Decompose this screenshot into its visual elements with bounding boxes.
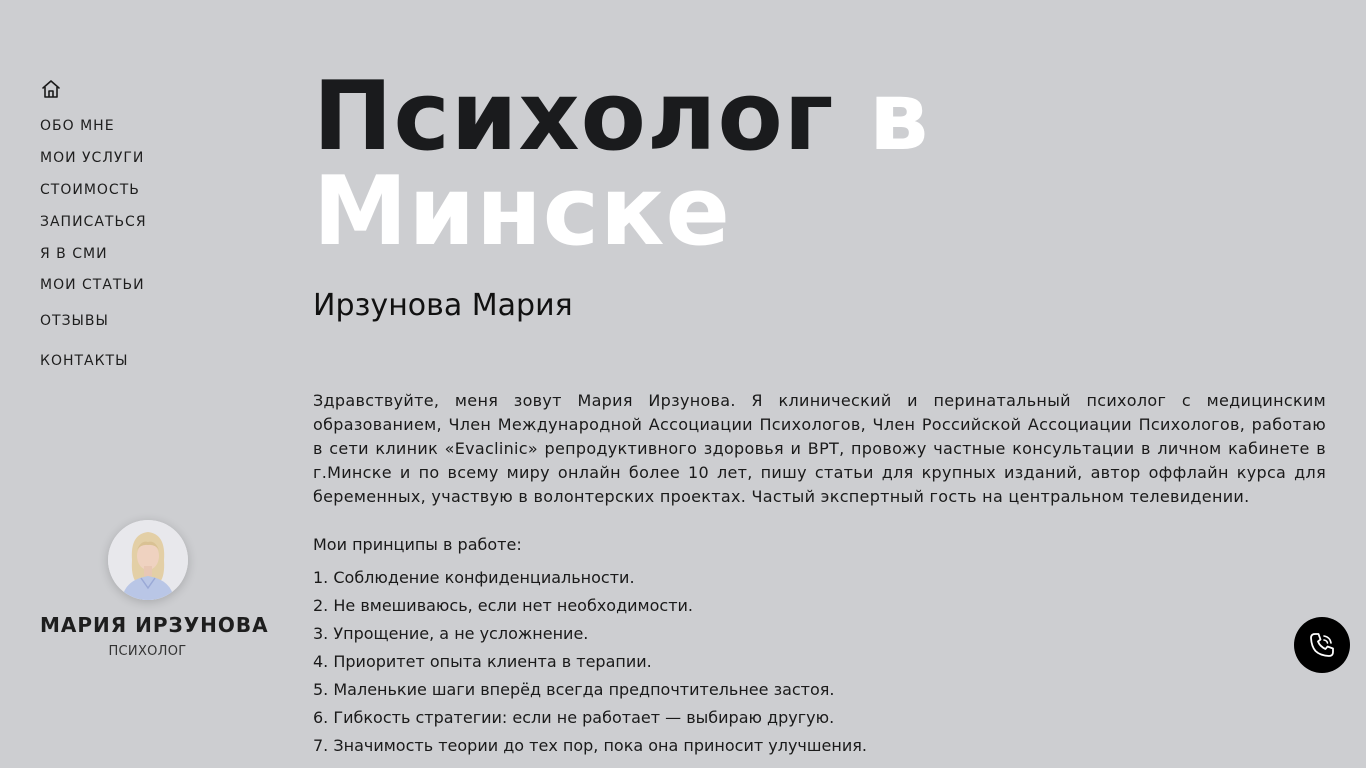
hero-title [313, 62, 1326, 267]
nav-item-pricing[interactable]: СТОИМОСТЬ [40, 182, 140, 198]
principle-item: 1. Соблюдение конфиденциальности. [313, 568, 635, 587]
sidebar-nav [40, 78, 270, 369]
nav-item-reviews[interactable]: ОТЗЫВЫ [40, 313, 109, 329]
hero-title-dark: Психолог [313, 62, 835, 172]
principle-item: 3. Упрощение, а не усложнение. [313, 624, 589, 643]
avatar [108, 520, 188, 600]
phone-icon [1308, 631, 1336, 659]
principles-list [313, 564, 1326, 760]
principle-item: 5. Маленькие шаги вперёд всегда предпочтительнее застоя. [313, 680, 835, 699]
nav-item-media[interactable]: Я В СМИ [40, 246, 108, 262]
avatar-portrait [108, 520, 188, 600]
nav-item-about[interactable]: ОБО МНЕ [40, 118, 115, 134]
principles-heading: Мои принципы в работе: [313, 535, 522, 554]
nav-item-booking[interactable]: ЗАПИСАТЬСЯ [40, 214, 147, 230]
principle-item: 6. Гибкость стратегии: если не работает — выбираю другую. [313, 708, 835, 727]
home-link[interactable] [40, 78, 62, 100]
principle-item: 2. Не вмешиваюсь, если нет необходимости. [313, 596, 693, 615]
profile-name: МАРИЯ ИРЗУНОВА [40, 613, 269, 637]
principle-item: 4. Приоритет опыта клиента в терапии. [313, 652, 652, 671]
nav-item-contacts[interactable]: КОНТАКТЫ [40, 353, 129, 369]
profile-role: ПСИХОЛОГ [108, 644, 187, 659]
intro-paragraph: Здравствуйте, меня зовут Мария Ирзунова. Я клинический и перинатальный психолог с медицинским образованием, Член Международной Ассоциации Психологов, Член Российской Ассоциации Психологов, работаю в сети клиник «Evaclinic» репродуктивного здоровья и ВРТ, провожу частные консультации в личном кабинете в г.Минске и по всему миру онлайн более 10 лет, пишу статьи для крупных изданий, автор оффлайн курса для беременных, участвую в волонтерских проектах. Частый экспертный гость на центральном телевидении. [313, 391, 1326, 506]
phone-call-button[interactable] [1294, 617, 1350, 673]
profile-card [40, 520, 269, 659]
home-icon [40, 78, 62, 100]
hero-title-light-1: в [868, 62, 930, 172]
nav-item-articles[interactable]: МОИ СТАТЬИ [40, 277, 145, 293]
hero-title-light-2: Минске [313, 157, 731, 267]
nav-item-services[interactable]: МОИ УСЛУГИ [40, 150, 145, 166]
hero-subtitle: Ирзунова Мария [313, 288, 573, 323]
main-content [313, 62, 1326, 760]
principle-item: 7. Значимость теории до тех пор, пока она приносит улучшения. [313, 736, 867, 755]
